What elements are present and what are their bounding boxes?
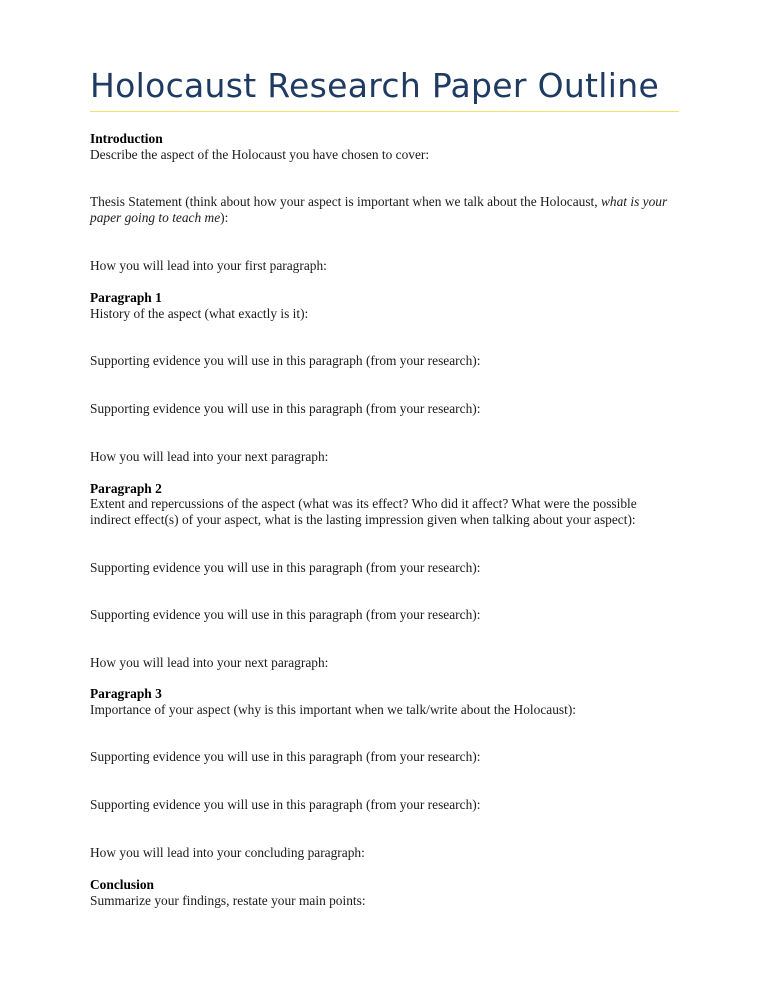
thesis-suffix: ): xyxy=(220,210,229,225)
paragraph2-lead-prompt: How you will lead into your next paragraph: xyxy=(90,655,329,670)
paragraph2-evidence-1: Supporting evidence you will use in this paragraph (from your research): xyxy=(90,560,481,575)
conclusion-prompt: Summarize your findings, restate your main points: xyxy=(90,893,366,908)
paragraph1-evidence-2: Supporting evidence you will use in this paragraph (from your research): xyxy=(90,401,481,416)
introduction-lead-prompt: How you will lead into your first paragraph: xyxy=(90,258,327,273)
paragraph2-evidence-2: Supporting evidence you will use in this paragraph (from your research): xyxy=(90,607,481,622)
paragraph3-evidence-1: Supporting evidence you will use in this paragraph (from your research): xyxy=(90,749,481,764)
paragraph3-evidence-2: Supporting evidence you will use in this paragraph (from your research): xyxy=(90,797,481,812)
paragraph1-heading: Paragraph 1 xyxy=(90,290,162,305)
paragraph3-prompt: Importance of your aspect (why is this important when we talk/write about the Holocaust): xyxy=(90,702,577,717)
introduction-describe-prompt: Describe the aspect of the Holocaust you have chosen to cover: xyxy=(90,147,430,162)
paragraph3-lead-prompt: How you will lead into your concluding paragraph: xyxy=(90,845,365,860)
paragraph1-prompt: History of the aspect (what exactly is it): xyxy=(90,306,309,321)
paragraph1-lead-prompt: How you will lead into your next paragraph: xyxy=(90,449,329,464)
paragraph2-heading: Paragraph 2 xyxy=(90,481,162,496)
thesis-statement-prompt xyxy=(90,194,680,226)
thesis-prefix: Thesis Statement (think about how your aspect is important when we talk about the Holocaust, xyxy=(90,194,601,209)
conclusion-heading: Conclusion xyxy=(90,877,154,892)
thesis-italic: what is your paper going to teach me xyxy=(90,194,668,225)
introduction-heading: Introduction xyxy=(90,131,163,146)
paragraph2-prompt: Extent and repercussions of the aspect (what was its effect? Who did it affect? What were the possible indirect effect(s) of your aspect, what is the lasting impression given when talking about your aspect): xyxy=(90,496,637,527)
title-underline xyxy=(90,111,679,112)
paragraph1-evidence-1: Supporting evidence you will use in this paragraph (from your research): xyxy=(90,353,481,368)
document-title: Holocaust Research Paper Outline xyxy=(90,66,660,105)
paragraph3-heading: Paragraph 3 xyxy=(90,686,162,701)
